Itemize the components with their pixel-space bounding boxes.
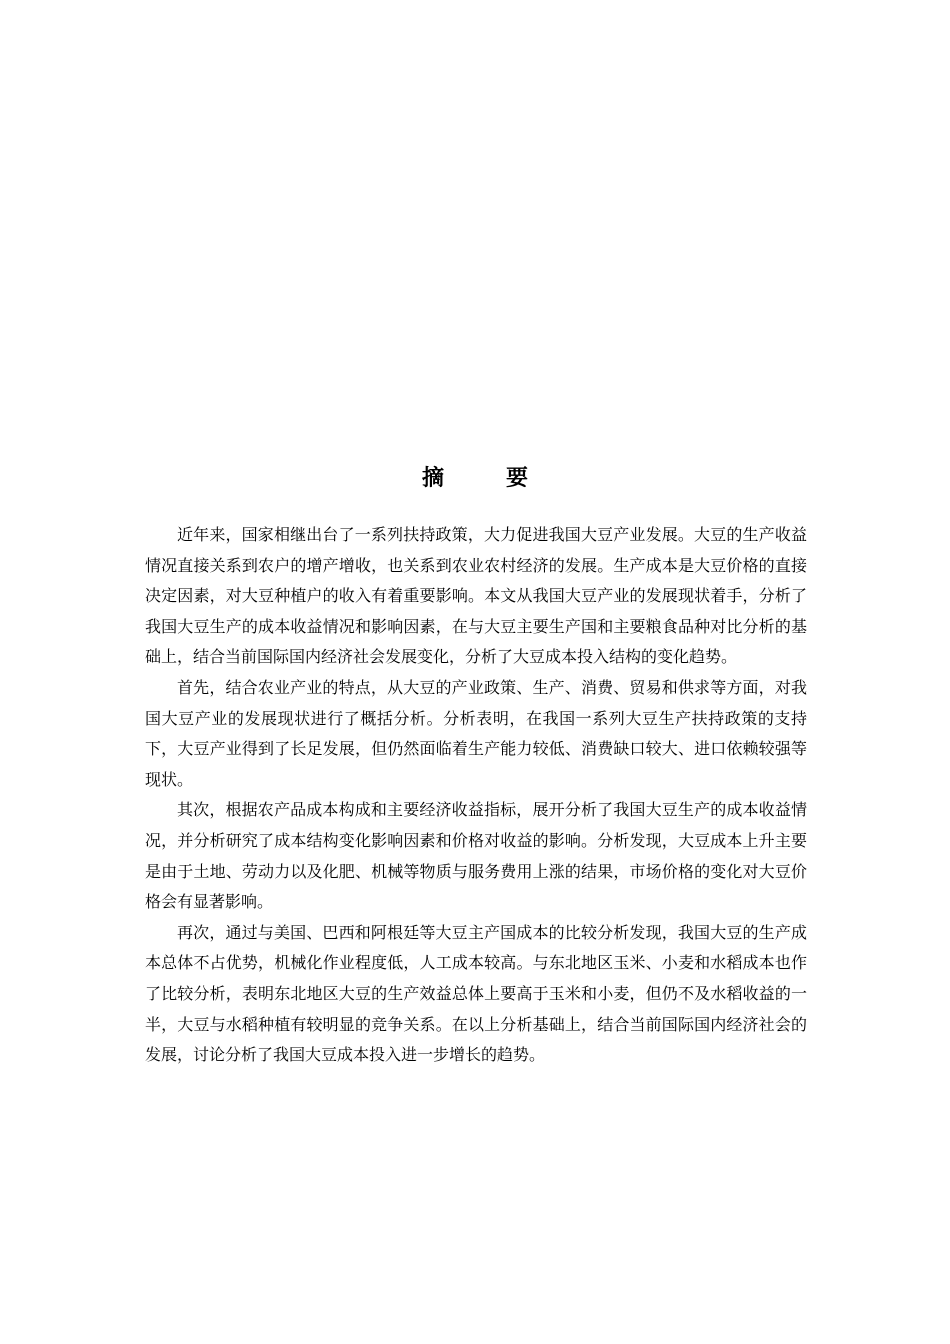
abstract-body <box>145 520 807 1071</box>
abstract-title: 摘 要 <box>421 465 548 491</box>
abstract-paragraph-4: 再次，通过与美国、巴西和阿根廷等大豆主产国成本的比较分析发现，我国大豆的生产成本总体不占优势，机械化作业程度低，人工成本较高。与东北地区玉米、小麦和水稻成本也作了比较分析，表明东北地区大豆的生产效益总体上要高于玉米和小麦，但仍不及水稻收益的一半，大豆与水稻种植有较明显的竞争关系。在以上分析基础上，结合当前国际国内经济社会的发展，讨论分析了我国大豆成本投入进一步增长的趋势。 <box>145 922 807 1065</box>
abstract-paragraph-2: 首先，结合农业产业的特点，从大豆的产业政策、生产、消费、贸易和供求等方面，对我国大豆产业的发展现状进行了概括分析。分析表明，在我国一系列大豆生产扶持政策的支持下，大豆产业得到了长足发展，但仍然面临着生产能力较低、消费缺口较大、进口依赖较强等现状。 <box>145 677 807 789</box>
abstract-paragraph-1: 近年来，国家相继出台了一系列扶持政策，大力促进我国大豆产业发展。大豆的生产收益情况直接关系到农户的增产增收，也关系到农业农村经济的发展。生产成本是大豆价格的直接决定因素，对大豆种植户的收入有着重要影响。本文从我国大豆产业的发展现状着手，分析了我国大豆生产的成本收益情况和影响因素，在与大豆主要生产国和主要粮食品种对比分析的基础上，结合当前国际国内经济社会发展变化，分析了大豆成本投入结构的变化趋势。 <box>145 525 807 667</box>
abstract-paragraph-3: 其次，根据农产品成本构成和主要经济收益指标，展开分析了我国大豆生产的成本收益情况，并分析研究了成本结构变化影响因素和价格对收益的影响。分析发现，大豆成本上升主要是由于土地、劳动力以及化肥、机械等物质与服务费用上涨的结果，市场价格的变化对大豆价格会有显著影响。 <box>145 800 807 912</box>
